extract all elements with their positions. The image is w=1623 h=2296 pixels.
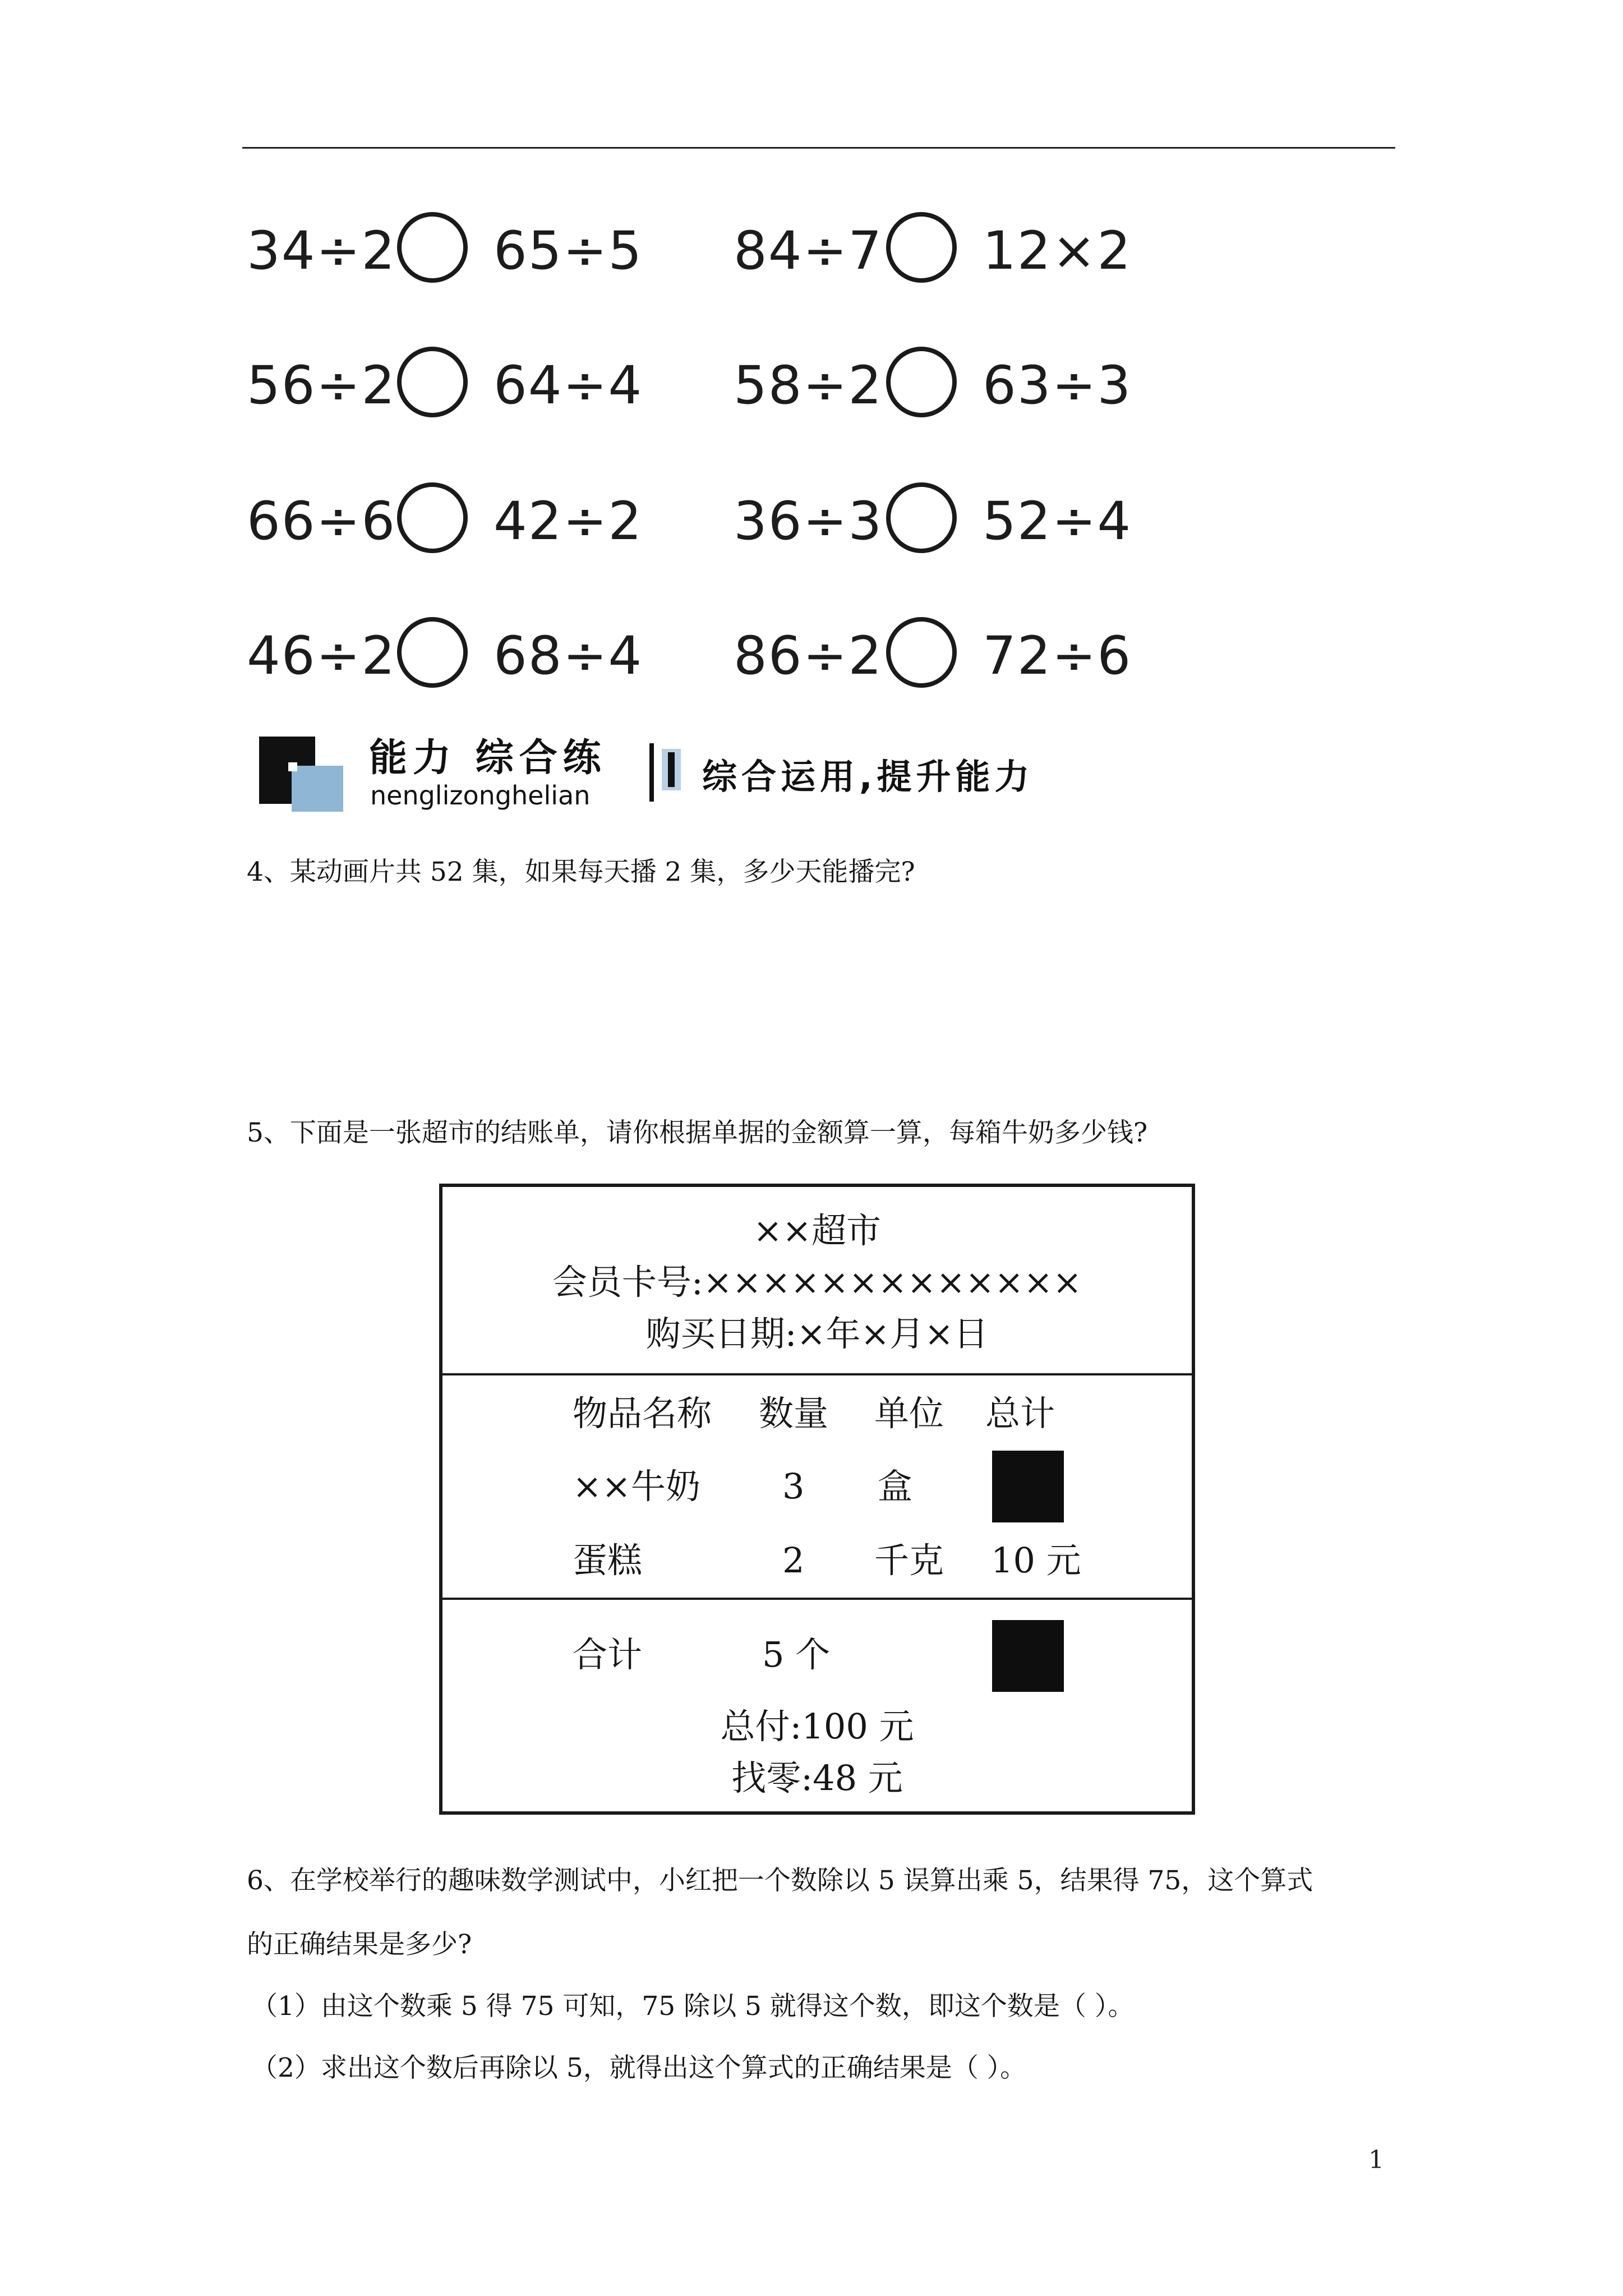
banner-logo-accent-icon bbox=[292, 766, 343, 812]
receipt-item-name: 蛋糕 bbox=[573, 1540, 643, 1581]
comparison-right-expression: 52÷4 bbox=[983, 491, 1132, 552]
comparison-right-expression: 68÷4 bbox=[494, 625, 643, 687]
question-6-step-2: （2）求出这个数后再除以 5，就得出这个算式的正确结果是（ ）。 bbox=[251, 2053, 1027, 2083]
question-6-continued: 的正确结果是多少? bbox=[247, 1929, 472, 1960]
comparison-left-expression: 84÷7 bbox=[734, 220, 883, 282]
comparison-left-expression: 66÷6 bbox=[247, 491, 396, 552]
comparison-left-expression: 34÷2 bbox=[247, 220, 396, 282]
receipt-item-qty: 2 bbox=[782, 1540, 805, 1581]
receipt bbox=[439, 1184, 1195, 1815]
comparison-right-expression: 64÷4 bbox=[494, 355, 643, 416]
banner-title: 能力 综合练 bbox=[369, 736, 607, 780]
comparison-row bbox=[247, 347, 1200, 425]
comparison-left-expression: 56÷2 bbox=[247, 355, 396, 416]
comparison-right-expression: 63÷3 bbox=[983, 355, 1132, 416]
question-4: 4、某动画片共 52 集，如果每天播 2 集，多少天能播完? bbox=[247, 857, 915, 887]
receipt-item-unit: 盒 bbox=[878, 1466, 913, 1507]
answer-circle[interactable] bbox=[886, 347, 957, 417]
answer-circle[interactable] bbox=[397, 347, 468, 417]
receipt-paid: 总付:100 元 bbox=[720, 1706, 914, 1747]
receipt-item-unit: 千克 bbox=[874, 1540, 944, 1581]
banner-divider bbox=[649, 743, 654, 802]
question-6-step-1: （1）由这个数乘 5 得 75 可知，75 除以 5 就得这个数，即这个数是（ ）。 bbox=[251, 1991, 1135, 2022]
answer-circle[interactable] bbox=[886, 212, 957, 283]
receipt-item-name: ××牛奶 bbox=[573, 1466, 700, 1507]
answer-circle[interactable] bbox=[397, 617, 468, 688]
comparison-left-expression: 86÷2 bbox=[734, 625, 883, 687]
receipt-member-card: 会员卡号:××××××××××××× bbox=[552, 1262, 1082, 1303]
redacted-total-block bbox=[992, 1451, 1064, 1522]
answer-circle[interactable] bbox=[886, 617, 957, 688]
comparison-right-expression: 12×2 bbox=[983, 220, 1132, 282]
redacted-sum-block bbox=[992, 1620, 1064, 1692]
answer-circle[interactable] bbox=[886, 482, 957, 553]
question-5: 5、下面是一张超市的结账单，请你根据单据的金额算一算，每箱牛奶多少钱? bbox=[247, 1117, 1148, 1148]
receipt-sum-qty: 5 个 bbox=[762, 1634, 831, 1675]
receipt-sum-label: 合计 bbox=[573, 1634, 643, 1675]
question-6: 6、在学校举行的趣味数学测试中，小红把一个数除以 5 误算出乘 5，结果得 75，这个算式 bbox=[247, 1865, 1313, 1896]
receipt-item-qty: 3 bbox=[782, 1466, 805, 1507]
banner-subtitle: 综合运用,提升能力 bbox=[702, 756, 1034, 797]
receipt-header-qty: 数量 bbox=[759, 1393, 829, 1434]
receipt-header-total: 总计 bbox=[985, 1393, 1055, 1434]
header-rule bbox=[242, 147, 1395, 149]
comparison-row bbox=[247, 212, 1200, 291]
receipt-divider bbox=[442, 1373, 1192, 1375]
answer-circle[interactable] bbox=[397, 482, 468, 553]
section-banner bbox=[259, 732, 1055, 822]
comparison-left-expression: 36÷3 bbox=[734, 491, 883, 552]
receipt-header-name: 物品名称 bbox=[573, 1393, 712, 1434]
comparison-right-expression: 42÷2 bbox=[494, 491, 643, 552]
banner-pinyin: nenglizonghelian bbox=[370, 780, 591, 811]
receipt-store-name: ××超市 bbox=[753, 1210, 881, 1251]
comparison-left-expression: 58÷2 bbox=[734, 355, 883, 416]
receipt-purchase-date: 购买日期:×年×月×日 bbox=[645, 1313, 989, 1354]
receipt-divider bbox=[442, 1598, 1192, 1600]
receipt-header-unit: 单位 bbox=[874, 1393, 944, 1434]
receipt-change: 找零:48 元 bbox=[731, 1757, 903, 1798]
comparison-right-expression: 65÷5 bbox=[494, 220, 643, 282]
comparison-row bbox=[247, 617, 1200, 696]
receipt-item-total: 10 元 bbox=[991, 1540, 1081, 1581]
page-number: 1 bbox=[1368, 2146, 1384, 2174]
comparison-right-expression: 72÷6 bbox=[983, 625, 1132, 687]
comparison-row bbox=[247, 482, 1200, 561]
answer-circle[interactable] bbox=[397, 212, 468, 283]
comparison-left-expression: 46÷2 bbox=[247, 625, 396, 687]
